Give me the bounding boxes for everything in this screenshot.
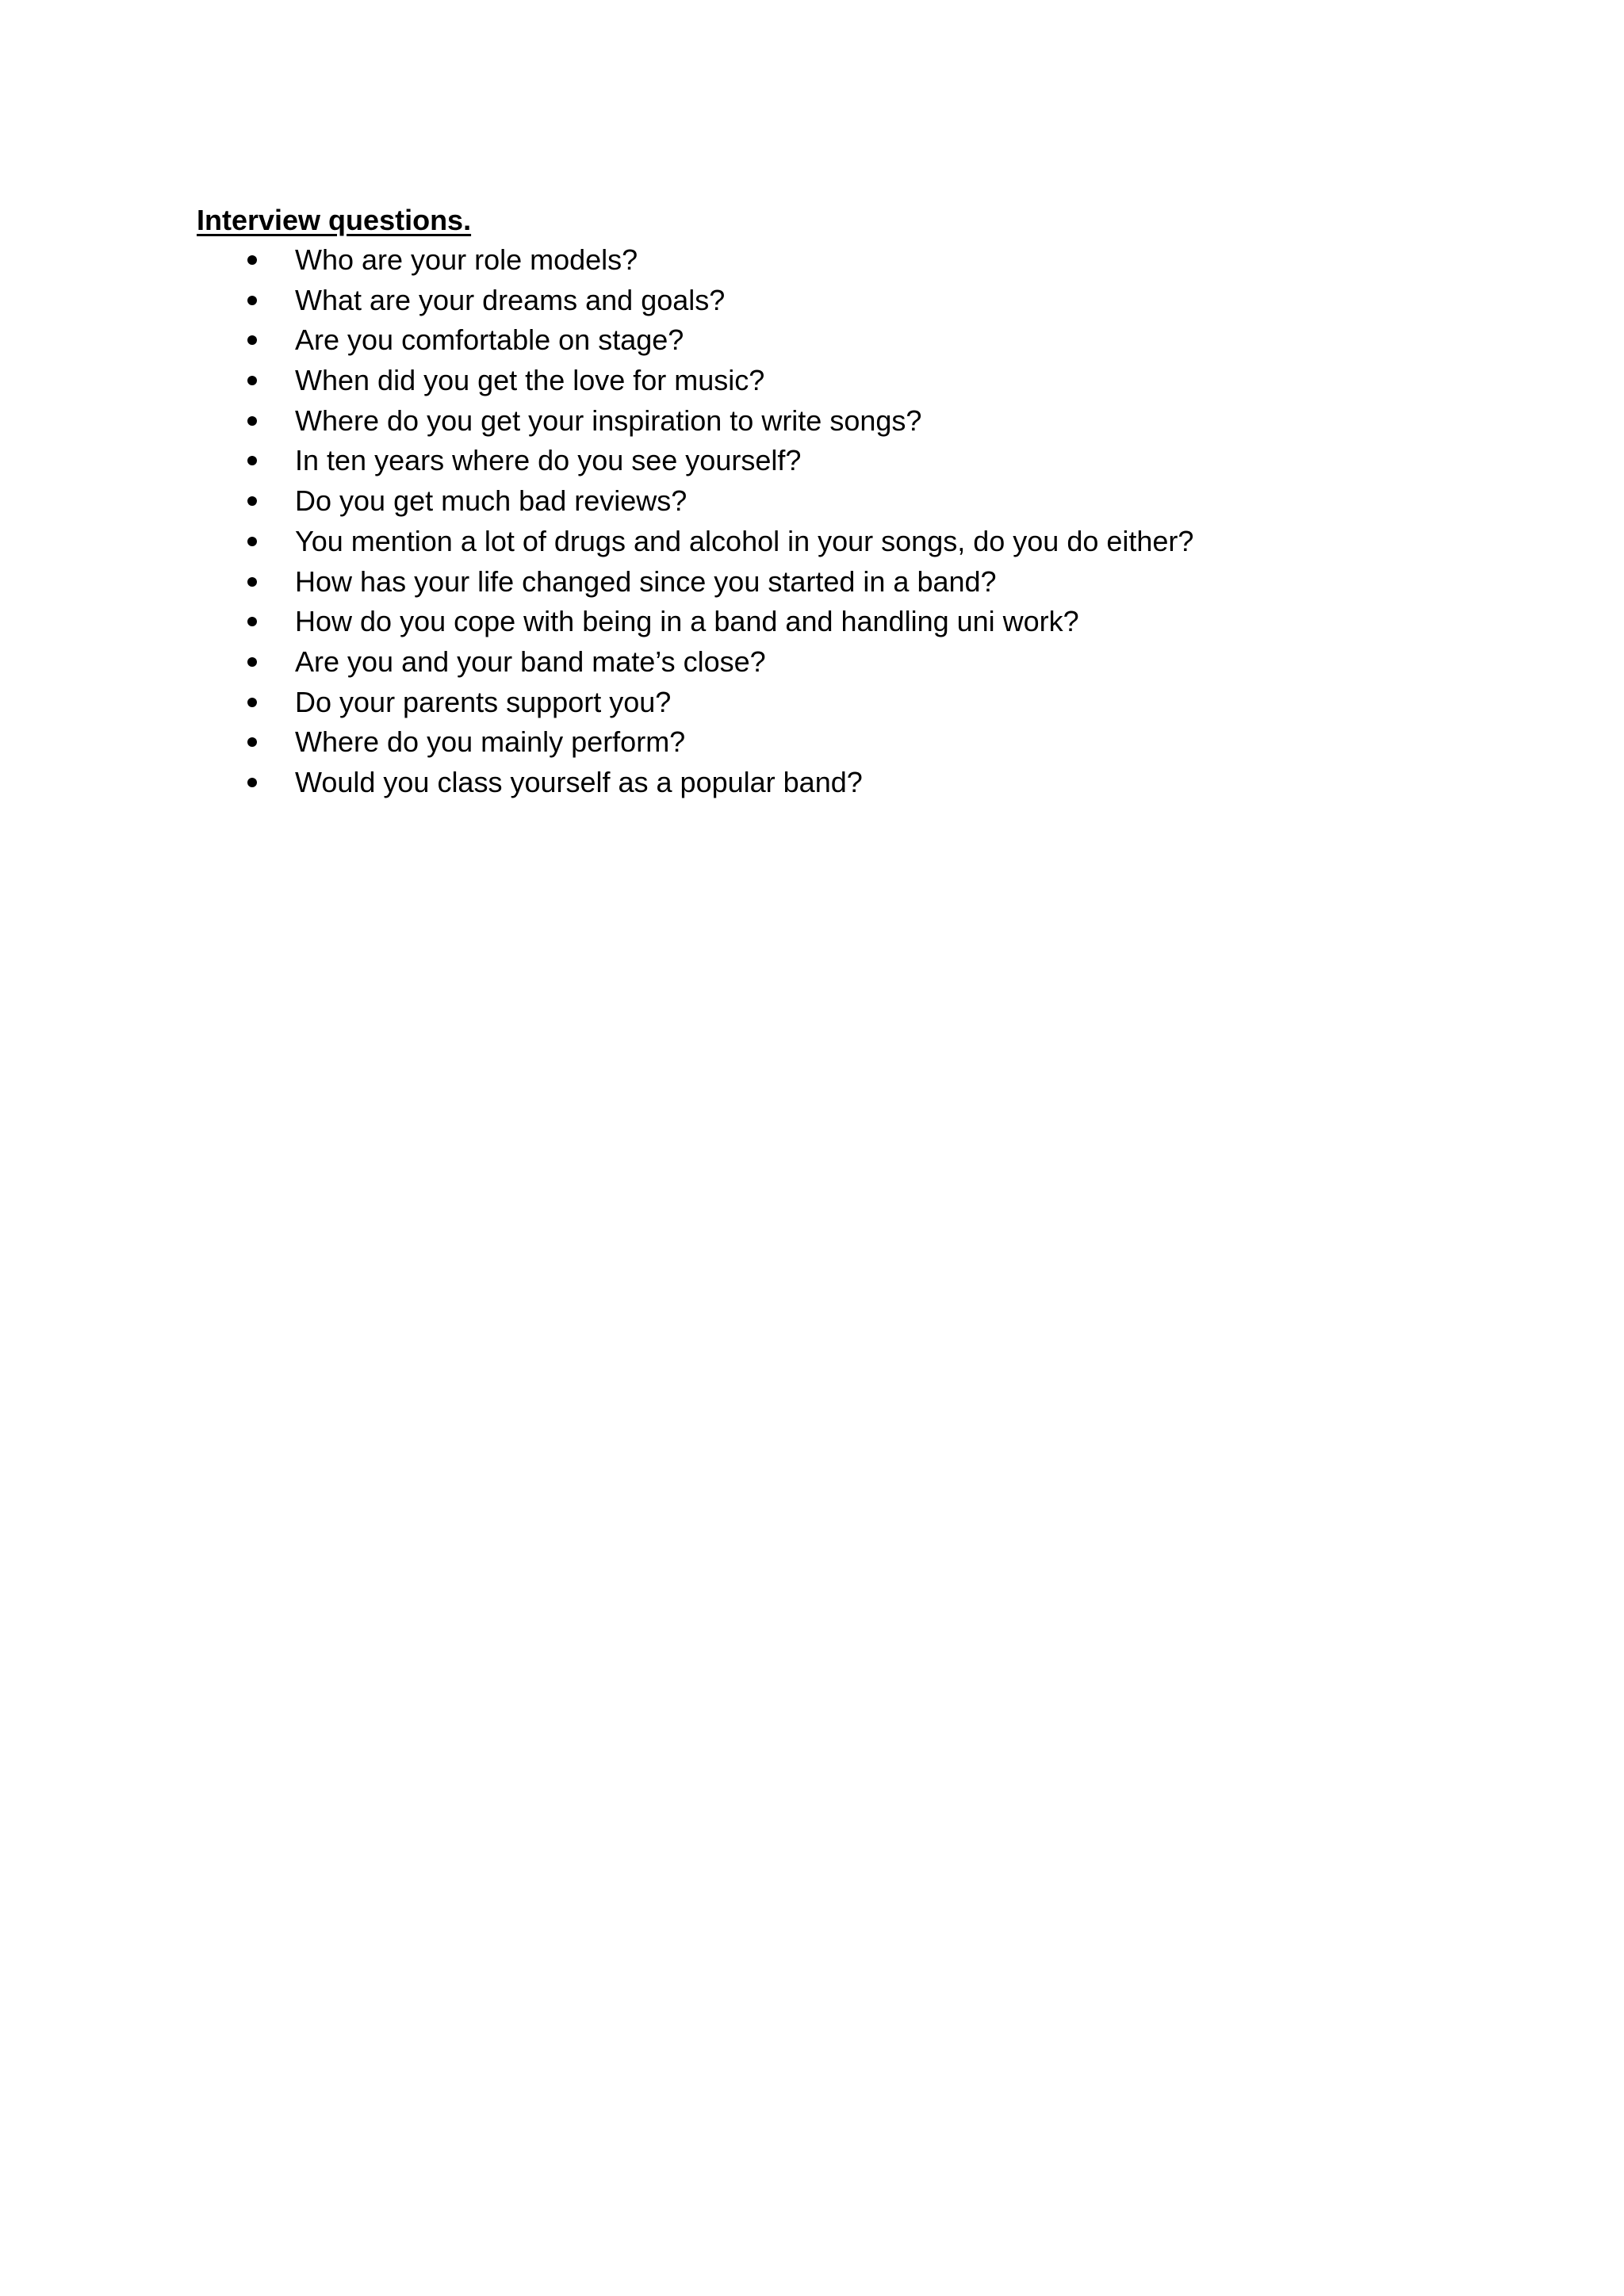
bullet-icon: [247, 778, 257, 787]
bullet-icon: [247, 537, 257, 546]
question-text: How do you cope with being in a band and handling uni work?: [295, 605, 1079, 638]
question-text: What are your dreams and goals?: [295, 283, 726, 316]
page-title: Interview questions.: [197, 204, 472, 236]
question-text: Where do you get your inspiration to write songs?: [295, 404, 922, 437]
bullet-icon: [247, 737, 257, 747]
question-text: Are you and your band mate’s close?: [295, 645, 766, 678]
question-text: Do you get much bad reviews?: [295, 484, 688, 518]
bullet-icon: [247, 376, 257, 385]
question-text: You mention a lot of drugs and alcohol in your songs, do you do either?: [295, 524, 1194, 557]
bullet-icon: [247, 617, 257, 626]
bullet-icon: [247, 496, 257, 506]
question-text: Where do you mainly perform?: [295, 725, 686, 759]
bullet-icon: [247, 577, 257, 587]
bullet-icon: [247, 335, 257, 345]
question-text: Do your parents support you?: [295, 685, 672, 718]
bullet-icon: [247, 657, 257, 667]
question-text: When did you get the love for music?: [295, 364, 765, 397]
question-text: Are you comfortable on stage?: [295, 323, 684, 357]
bullet-icon: [247, 416, 257, 426]
question-text: Would you class yourself as a popular band?: [295, 765, 863, 798]
bullet-icon: [247, 255, 257, 265]
question-text: In ten years where do you see yourself?: [295, 444, 802, 477]
question-text: Who are your role models?: [295, 243, 638, 276]
bullet-icon: [247, 698, 257, 707]
question-text: How has your life changed since you started in a band?: [295, 564, 997, 598]
bullet-icon: [247, 296, 257, 305]
bullet-icon: [247, 456, 257, 465]
